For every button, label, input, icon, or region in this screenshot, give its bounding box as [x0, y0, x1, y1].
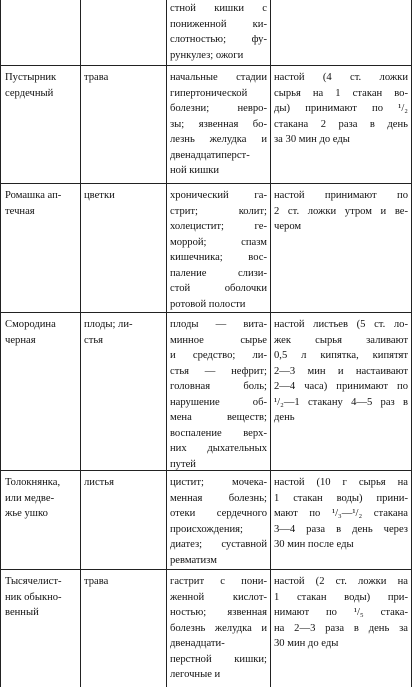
cell-line: мают по ¹/₃—¹/₂ стакана: [274, 508, 408, 519]
cell-line: жье ушко: [5, 508, 48, 519]
cell-line: болезни; невро-: [170, 103, 267, 114]
cell-line: за 30 мин до еды: [274, 134, 350, 145]
cell-line: болезнь желудка и: [170, 622, 267, 634]
cell-line: зы; язвенная бо-: [170, 118, 267, 130]
cell-line: трава: [84, 576, 109, 587]
cell-line: них дыхательных: [170, 443, 267, 454]
cell-line: хронический га-: [170, 190, 267, 201]
cell-line: плоды; ли-: [84, 319, 133, 330]
cell-line: сердечный: [5, 87, 54, 99]
cell-line: настой листьев (5 ст. ло-: [274, 319, 408, 330]
cell-part: [84, 188, 163, 204]
cell-usage: [274, 574, 408, 652]
cell-line: Пустырник: [5, 72, 57, 83]
cell-line: день: [274, 412, 295, 423]
cell-line: головная боль;: [170, 381, 267, 392]
cell-line: воспаление верх-: [170, 427, 267, 439]
cell-line: женной кислот-: [170, 591, 267, 603]
cell-line: Ромашка ап-: [5, 190, 62, 201]
cell-line: ротовой полости: [170, 298, 246, 310]
cell-line: ды) принимают по ¹/₂: [274, 103, 408, 114]
cell-line: чером: [274, 221, 302, 232]
cell-line: стрит; колит;: [170, 205, 267, 217]
row-divider-2: [0, 183, 412, 184]
column-divider-2: [166, 0, 167, 687]
cell-line: сырья на 1 стакан во-: [274, 87, 408, 99]
cell-line: Смородина: [5, 319, 56, 330]
cell-line: жек сырья заливают: [274, 334, 408, 346]
cell-line: 30 мин после еды: [274, 539, 354, 550]
cell-line: стой оболочки: [170, 283, 267, 294]
cell-line: ревматизм: [170, 554, 217, 566]
cell-indications: [170, 188, 267, 312]
cell-line: двенадцати-: [170, 638, 225, 649]
cell-line: двенадцатиперст-: [170, 149, 250, 161]
cell-line: диатез; суставной: [170, 539, 267, 550]
cell-line: стья: [84, 334, 104, 346]
column-divider-3: [270, 0, 271, 687]
cell-name: [5, 317, 77, 348]
cell-line: 30 мин до еды: [274, 638, 339, 649]
cell-line: моррой; спазм: [170, 236, 267, 248]
cell-line: настой (2 ст. ложки на: [274, 576, 408, 587]
row-divider-5: [0, 569, 412, 570]
cell-line: на 2—3 раза в день за: [274, 622, 408, 634]
cell-line: лезнь желудка и: [170, 134, 267, 145]
cell-line: цветки: [84, 190, 115, 201]
cell-line: нимают по ¹/₅ стака-: [274, 607, 408, 618]
cell-line: стья — нефрит;: [170, 365, 267, 377]
cell-line: перстной кишки;: [170, 653, 267, 665]
cell-line: ной кишки: [170, 165, 220, 176]
cell-line: 1 стакан воды) прини-: [274, 492, 408, 504]
cell-line: настой (10 г сырья на: [274, 477, 408, 488]
cell-indications: [170, 1, 267, 63]
cell-line: листья: [84, 477, 114, 488]
cell-line: холецистит; ге-: [170, 221, 267, 232]
cell-line: начальные стадии: [170, 72, 267, 83]
cell-line: венный: [5, 607, 39, 618]
column-divider-1: [80, 0, 81, 687]
cell-line: гипертонической: [170, 87, 248, 99]
cell-line: 2 ст. ложки утром и ве-: [274, 205, 408, 217]
cell-line: трава: [84, 72, 109, 83]
cell-line: гастрит с пони-: [170, 576, 267, 587]
cell-line: менная болезнь;: [170, 492, 267, 504]
cell-part: [84, 70, 163, 86]
cell-line: отеки сердечного: [170, 508, 267, 519]
cell-line: течная: [5, 205, 35, 217]
cell-part: [84, 475, 163, 491]
table-border-left: [0, 0, 1, 687]
cell-usage: [274, 475, 408, 553]
cell-line: пониженной ки-: [170, 18, 267, 30]
cell-line: и средство; ли-: [170, 350, 267, 361]
cell-part: [84, 317, 163, 348]
cell-line: ¹/₂—1 стакану 4—5 раз в: [274, 396, 408, 408]
cell-line: настой (4 ст. ложки: [274, 72, 408, 83]
cell-line: рункулез; ожоги: [170, 49, 244, 61]
row-divider-1: [0, 65, 412, 66]
cell-line: 0,5 л кипятка, кипятят: [274, 350, 408, 361]
cell-line: 3—4 раза в день через: [274, 523, 408, 535]
cell-line: черная: [5, 334, 36, 346]
cell-line: путей: [170, 458, 196, 470]
cell-name: [5, 70, 77, 101]
cell-indications: [170, 317, 267, 472]
cell-line: цистит; мочека-: [170, 477, 267, 488]
cell-line: плоды — вита-: [170, 319, 267, 330]
row-divider-3: [0, 312, 412, 313]
cell-indications: [170, 475, 267, 568]
cell-part: [84, 574, 163, 590]
cell-line: 1 стакан воды) при-: [274, 591, 408, 603]
cell-usage: [274, 70, 408, 148]
cell-usage: [274, 317, 408, 426]
cell-name: [5, 475, 77, 522]
cell-name: [5, 188, 77, 219]
cell-line: стакана 2 раза в день: [274, 118, 408, 130]
cell-line: ностью; язвенная: [170, 607, 267, 618]
cell-indications: [170, 574, 267, 683]
cell-name: [5, 574, 77, 621]
cell-line: кишечника; вос-: [170, 252, 267, 263]
cell-usage: [274, 188, 408, 235]
cell-line: 2—4 часа) принимают по: [274, 381, 408, 392]
cell-line: Тысячелист-: [5, 576, 62, 587]
cell-line: стной кишки с: [170, 3, 267, 14]
cell-line: ник обыкно-: [5, 591, 62, 603]
cell-line: мена веществ;: [170, 412, 267, 423]
cell-line: Толокнянка,: [5, 477, 61, 488]
cell-line: происхождения;: [170, 523, 243, 535]
cell-line: минное сырье: [170, 334, 267, 346]
cell-line: нарушение об-: [170, 396, 267, 408]
cell-line: паление слизи-: [170, 267, 267, 279]
cell-line: 2—3 мин и настаивают: [274, 365, 408, 377]
cell-line: легочные и: [170, 669, 221, 680]
cell-line: или медве-: [5, 492, 55, 504]
cell-line: слотностью; фу-: [170, 34, 267, 45]
cell-indications: [170, 70, 267, 179]
cell-line: настой принимают по: [274, 190, 408, 201]
